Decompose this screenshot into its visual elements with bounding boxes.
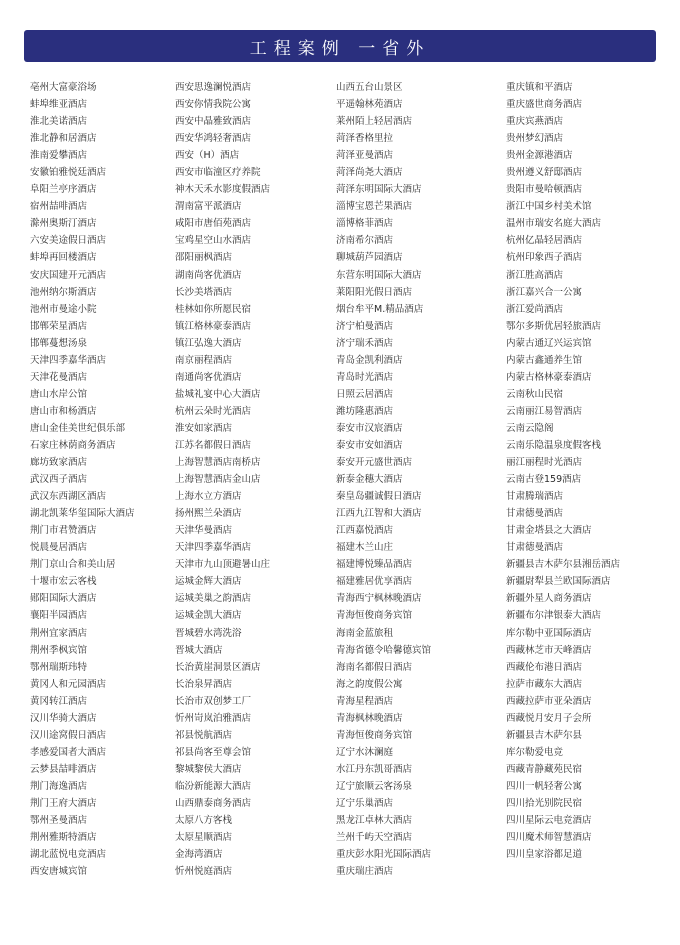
- title-banner: [24, 30, 656, 62]
- list-item: 荆门京山合和美山居: [30, 559, 116, 571]
- list-item: 云南古登159酒店: [506, 474, 582, 486]
- list-item: 云南秋山民宿: [506, 388, 564, 400]
- list-item: 秦皇岛疆诚假日酒店: [336, 491, 422, 503]
- list-item: 蚌埠维亚酒店: [30, 99, 88, 111]
- list-item: 内蒙古通辽兴运宾馆: [506, 337, 592, 349]
- list-item: 莱州陌上轻居酒店: [336, 116, 413, 128]
- list-item: 水江丹东凯哥酒店: [336, 763, 413, 775]
- list-item: 云南云隐阁: [506, 422, 554, 434]
- list-item: 新疆县吉木萨尔县湘岳酒店: [506, 559, 621, 571]
- list-item: 海南名都假日酒店: [336, 661, 413, 673]
- list-item: 江苏名都假日酒店: [175, 439, 252, 451]
- list-item: 扬州熙兰朵酒店: [175, 508, 242, 520]
- list-item: 平遥翰林苑酒店: [336, 99, 403, 111]
- list-item: 安庆国建开元酒店: [30, 269, 107, 281]
- list-item: 鄂尔多斯优居轻旅酒店: [506, 320, 602, 332]
- list-item: 湖北蓝悦电竞酒店: [30, 849, 107, 861]
- list-item: 渭南富平派酒店: [175, 201, 242, 213]
- list-item: 长治泉昇酒店: [175, 678, 233, 690]
- list-item: 甘肃金塔县之大酒店: [506, 525, 592, 537]
- list-item: 神木天禾水影度假酒店: [175, 184, 271, 196]
- list-item: 西安思逸澜悦酒店: [175, 82, 252, 93]
- list-item: 荆州雅斯特酒店: [30, 832, 97, 844]
- list-item: 重庆彭水阳光国际酒店: [336, 849, 432, 861]
- list-item: 杭州云朵时光酒店: [175, 405, 252, 417]
- list-item: 镇江格林豪泰酒店: [175, 320, 252, 332]
- list-item: 浙江胜高酒店: [506, 269, 564, 281]
- list-item: 天津四季嘉华酒店: [30, 354, 107, 366]
- list-item: 海之韵度假公寓: [336, 678, 403, 690]
- list-item: 邯郸荣星酒店: [30, 320, 88, 332]
- list-item: 甘肃德曼酒店: [506, 542, 564, 554]
- list-item: 阜阳兰亭序酒店: [30, 184, 97, 196]
- list-item: 滁州奥斯汀酒店: [30, 218, 97, 230]
- list-item: 荆门海逸酒店: [30, 780, 88, 792]
- list-item: 新疆外星人商务酒店: [506, 593, 592, 605]
- list-item: 甘肃腾瑞酒店: [506, 491, 564, 503]
- list-item: 池州市曼途小院: [30, 303, 97, 315]
- list-item: 贵州遵义舒邸酒店: [506, 167, 583, 179]
- list-item: 天津花曼酒店: [30, 371, 88, 383]
- list-column-1: [30, 79, 135, 880]
- list-item: 湖南尚客优酒店: [175, 269, 242, 281]
- list-item: 上海水立方酒店: [175, 491, 242, 503]
- list-item: 长治市双创梦工厂: [175, 695, 252, 707]
- list-item: 山西鼎泰商务酒店: [175, 797, 252, 809]
- list-item: 拉萨市藏东大酒店: [506, 678, 583, 690]
- list-item: 天津华曼酒店: [175, 525, 233, 537]
- list-item: 贵州梦幻酒店: [506, 133, 564, 145]
- list-item: 辽宁乐巢酒店: [336, 797, 394, 809]
- list-item: 海南金蓝旅租: [336, 627, 394, 639]
- list-column-3: [336, 79, 431, 880]
- list-item: 云南乐隐温泉度假客栈: [506, 439, 602, 451]
- list-item: 泰安市汉宸酒店: [336, 422, 403, 434]
- list-item: 青海星程酒店: [336, 695, 394, 707]
- list-item: 蚌埠再回楼酒店: [30, 252, 97, 264]
- list-item: 太原星顺酒店: [175, 832, 233, 844]
- list-item: 祁县悦航酒店: [175, 729, 233, 741]
- list-item: 新疆县吉木萨尔县: [506, 729, 583, 741]
- list-item: 云梦县喆啡酒店: [30, 763, 97, 775]
- list-item: 邵阳丽枫酒店: [175, 252, 233, 264]
- list-item: 江西嘉悦酒店: [336, 525, 394, 537]
- list-item: 杭州亿晶轻居酒店: [506, 235, 583, 247]
- list-item: 宿州喆啡酒店: [30, 201, 88, 213]
- list-item: 青海恒俊商务宾馆: [336, 610, 413, 622]
- list-item: 济南希尔酒店: [336, 235, 394, 247]
- list-item: 黑龙江卓林大酒店: [336, 815, 413, 827]
- list-item: 镇江弘逸大酒店: [175, 337, 242, 349]
- list-item: 库尔勒爱电竞: [506, 746, 564, 758]
- list-item: 兰州千屿天空酒店: [336, 832, 413, 844]
- list-item: 浙江嘉兴合一公寓: [506, 286, 583, 298]
- list-item: 四川拾光别院民宿: [506, 797, 583, 809]
- list-item: 荆州季枫宾馆: [30, 644, 88, 656]
- list-item: 西安（H）酒店: [175, 150, 240, 162]
- list-item: 黄冈转江酒店: [30, 695, 88, 707]
- list-item: 淮北静和居酒店: [30, 133, 97, 145]
- list-item: 四川皇家浴都足道: [506, 849, 583, 861]
- list-item: 江西九江智和大酒店: [336, 508, 422, 520]
- list-item: 贵州金源港酒店: [506, 150, 573, 162]
- list-item: 重庆宾燕酒店: [506, 116, 564, 128]
- list-item: 丽江丽程时光酒店: [506, 457, 583, 469]
- list-item: 山西五台山景区: [336, 82, 403, 93]
- hotel-list: [0, 79, 680, 889]
- list-item: 烟台牟平M.精品酒店: [336, 303, 424, 315]
- list-item: 内蒙古格林豪泰酒店: [506, 371, 592, 383]
- list-item: 西安中晶雅致酒店: [175, 116, 252, 128]
- list-item: 孝感爱国者大酒店: [30, 746, 107, 758]
- list-item: 西藏悦月安月子会所: [506, 712, 592, 724]
- list-item: 南通尚客优酒店: [175, 371, 242, 383]
- list-item: 辽宁旅顺云客汤泉: [336, 780, 413, 792]
- list-item: 西安你情我院公寓: [175, 99, 252, 111]
- list-item: 上海智慧酒店金山店: [175, 474, 261, 486]
- list-item: 莱阳阳光假日酒店: [336, 286, 413, 298]
- list-item: 菏泽亚曼酒店: [336, 150, 394, 162]
- list-item: 运城金辉大酒店: [175, 576, 242, 588]
- list-item: 亳州大富豪浴场: [30, 82, 97, 93]
- list-item: 淄博宝恩芒果酒店: [336, 201, 413, 213]
- list-item: 鄂州瑞斯玮特: [30, 661, 88, 673]
- list-item: 福建雅居优享酒店: [336, 576, 413, 588]
- list-item: 内蒙古鑫通养生馆: [506, 354, 583, 366]
- list-item: 福建木兰山庄: [336, 542, 394, 554]
- list-item: 运城美巢之韵酒店: [175, 593, 252, 605]
- list-item: 池州纳尔斯酒店: [30, 286, 97, 298]
- list-item: 西藏伦布港日酒店: [506, 661, 583, 673]
- list-item: 泰安开元盛世酒店: [336, 457, 413, 469]
- list-item: 邯郸蔓想汤泉: [30, 337, 88, 349]
- list-item: 淮南爱攀酒店: [30, 150, 88, 162]
- list-item: 菏泽东明国际大酒店: [336, 184, 422, 196]
- list-item: 泰安市安如酒店: [336, 439, 403, 451]
- list-item: 运城金凯大酒店: [175, 610, 242, 622]
- list-item: 祁县尚客至尊会馆: [175, 746, 252, 758]
- list-item: 黄冈人和元园酒店: [30, 678, 107, 690]
- list-item: 六安美途假日酒店: [30, 235, 107, 247]
- list-item: 青岛金凯利酒店: [336, 354, 403, 366]
- list-item: 重庆镇和平酒店: [506, 82, 573, 93]
- list-item: 长治黄崖洞景区酒店: [175, 661, 261, 673]
- list-item: 青岛时光酒店: [336, 371, 394, 383]
- list-item: 济宁柏曼酒店: [336, 320, 394, 332]
- list-item: 青海恒俊商务宾馆: [336, 729, 413, 741]
- list-item: 东营东明国际大酒店: [336, 269, 422, 281]
- list-item: 南京丽程酒店: [175, 354, 233, 366]
- list-item: 唐山金佳美世纪俱乐部: [30, 422, 126, 434]
- list-column-2: [175, 79, 270, 880]
- list-item: 唐山水岸公馆: [30, 388, 88, 400]
- list-item: 天津市九山顶避暑山庄: [175, 559, 271, 571]
- list-item: 晋城大酒店: [175, 644, 223, 656]
- list-item: 福建博悦臻品酒店: [336, 559, 413, 571]
- list-item: 郧阳国际大酒店: [30, 593, 97, 605]
- list-item: 菏泽尚尧大酒店: [336, 167, 403, 179]
- list-item: 青海西宁枫林晚酒店: [336, 593, 422, 605]
- list-item: 四川星际云电竞酒店: [506, 815, 592, 827]
- list-item: 重庆瑞庄酒店: [336, 866, 394, 878]
- list-item: 西藏林芝市天峰酒店: [506, 644, 592, 656]
- list-item: 菏泽香格里拉: [336, 133, 394, 145]
- list-item: 汉川华骑大酒店: [30, 712, 97, 724]
- list-item: 宝鸡星空山水酒店: [175, 235, 252, 247]
- list-item: 汉川途窝假日酒店: [30, 729, 107, 741]
- list-item: 安徽铂雅悦廷酒店: [30, 167, 107, 179]
- list-item: 西安华鸿轻奢酒店: [175, 133, 252, 145]
- list-item: 浙江爱尚酒店: [506, 303, 564, 315]
- list-item: 咸阳市唐佰苑酒店: [175, 218, 252, 230]
- list-item: 上海智慧酒店南桥店: [175, 457, 261, 469]
- list-item: 十堰市宏云客栈: [30, 576, 97, 588]
- list-item: 西安市临潼区疗养院: [175, 167, 261, 179]
- list-item: 西藏拉萨市亚朵酒店: [506, 695, 592, 707]
- page-title: 工程案例 一省外: [249, 38, 431, 59]
- list-item: 淮北美诺酒店: [30, 116, 88, 128]
- list-item: 贵阳市曼哈顿酒店: [506, 184, 583, 196]
- list-item: 荆门王府大酒店: [30, 797, 97, 809]
- list-item: 济宁瑞禾酒店: [336, 337, 394, 349]
- list-item: 晋城碧水湾洗浴: [175, 627, 242, 639]
- list-item: 忻州岢岚泊雅酒店: [175, 712, 252, 724]
- list-column-4: [506, 79, 620, 863]
- list-item: 青海省德令哈馨德宾馆: [336, 644, 432, 656]
- list-item: 新疆布尔津银泰大酒店: [506, 610, 602, 622]
- list-item: 杭州印象西子酒店: [506, 252, 583, 264]
- list-item: 石家庄林荫商务酒店: [30, 439, 116, 451]
- list-item: 日照云居酒店: [336, 388, 394, 400]
- list-item: 襄阳半园酒店: [30, 610, 88, 622]
- list-item: 湖北凯莱华玺国际大酒店: [30, 508, 135, 520]
- list-item: 天津四季嘉华酒店: [175, 542, 252, 554]
- list-item: 西安唐城宾馆: [30, 866, 88, 878]
- list-item: 浙江中国乡村美术馆: [506, 201, 592, 213]
- list-item: 太原八方客栈: [175, 815, 233, 827]
- list-item: 盐城礼宴中心大酒店: [175, 388, 261, 400]
- list-item: 桂林如你所愿民宿: [175, 303, 252, 315]
- list-item: 青海枫林晚酒店: [336, 712, 403, 724]
- list-item: 廊坊致家酒店: [30, 457, 88, 469]
- list-item: 荆州宜家酒店: [30, 627, 88, 639]
- list-item: 武汉西子酒店: [30, 474, 88, 486]
- list-item: 荆门市君赞酒店: [30, 525, 97, 537]
- list-item: 重庆盛世商务酒店: [506, 99, 583, 111]
- list-item: 西藏青静藏苑民宿: [506, 763, 583, 775]
- list-item: 潍坊隆惠酒店: [336, 405, 394, 417]
- list-item: 武汉东西湖区酒店: [30, 491, 107, 503]
- list-item: 新泰金穗大酒店: [336, 474, 403, 486]
- list-item: 临汾新能源大酒店: [175, 780, 252, 792]
- list-item: 温州市瑞安名庭大酒店: [506, 218, 602, 230]
- list-item: 辽宁水沐澜庭: [336, 746, 394, 758]
- list-item: 淮安如家酒店: [175, 422, 233, 434]
- list-item: 唐山市和杨酒店: [30, 405, 97, 417]
- list-item: 云南丽江易智酒店: [506, 405, 583, 417]
- list-item: 悦晨曼居酒店: [30, 542, 88, 554]
- list-item: 鄂州圣曼酒店: [30, 815, 88, 827]
- list-item: 四川魔术师智慧酒店: [506, 832, 592, 844]
- list-item: 金海湾酒店: [175, 849, 223, 861]
- list-item: 黎城黎侯大酒店: [175, 763, 242, 775]
- list-item: 忻州悦庭酒店: [175, 866, 233, 878]
- list-item: 淄博格菲酒店: [336, 218, 394, 230]
- list-item: 甘肃德曼酒店: [506, 508, 564, 520]
- list-item: 库尔勒中亚国际酒店: [506, 627, 592, 639]
- list-item: 新疆尉犁县兰欧国际酒店: [506, 576, 611, 588]
- list-item: 长沙美塔酒店: [175, 286, 233, 298]
- list-item: 四川一帆轻奢公寓: [506, 780, 583, 792]
- list-item: 聊城葫芦园酒店: [336, 252, 403, 264]
